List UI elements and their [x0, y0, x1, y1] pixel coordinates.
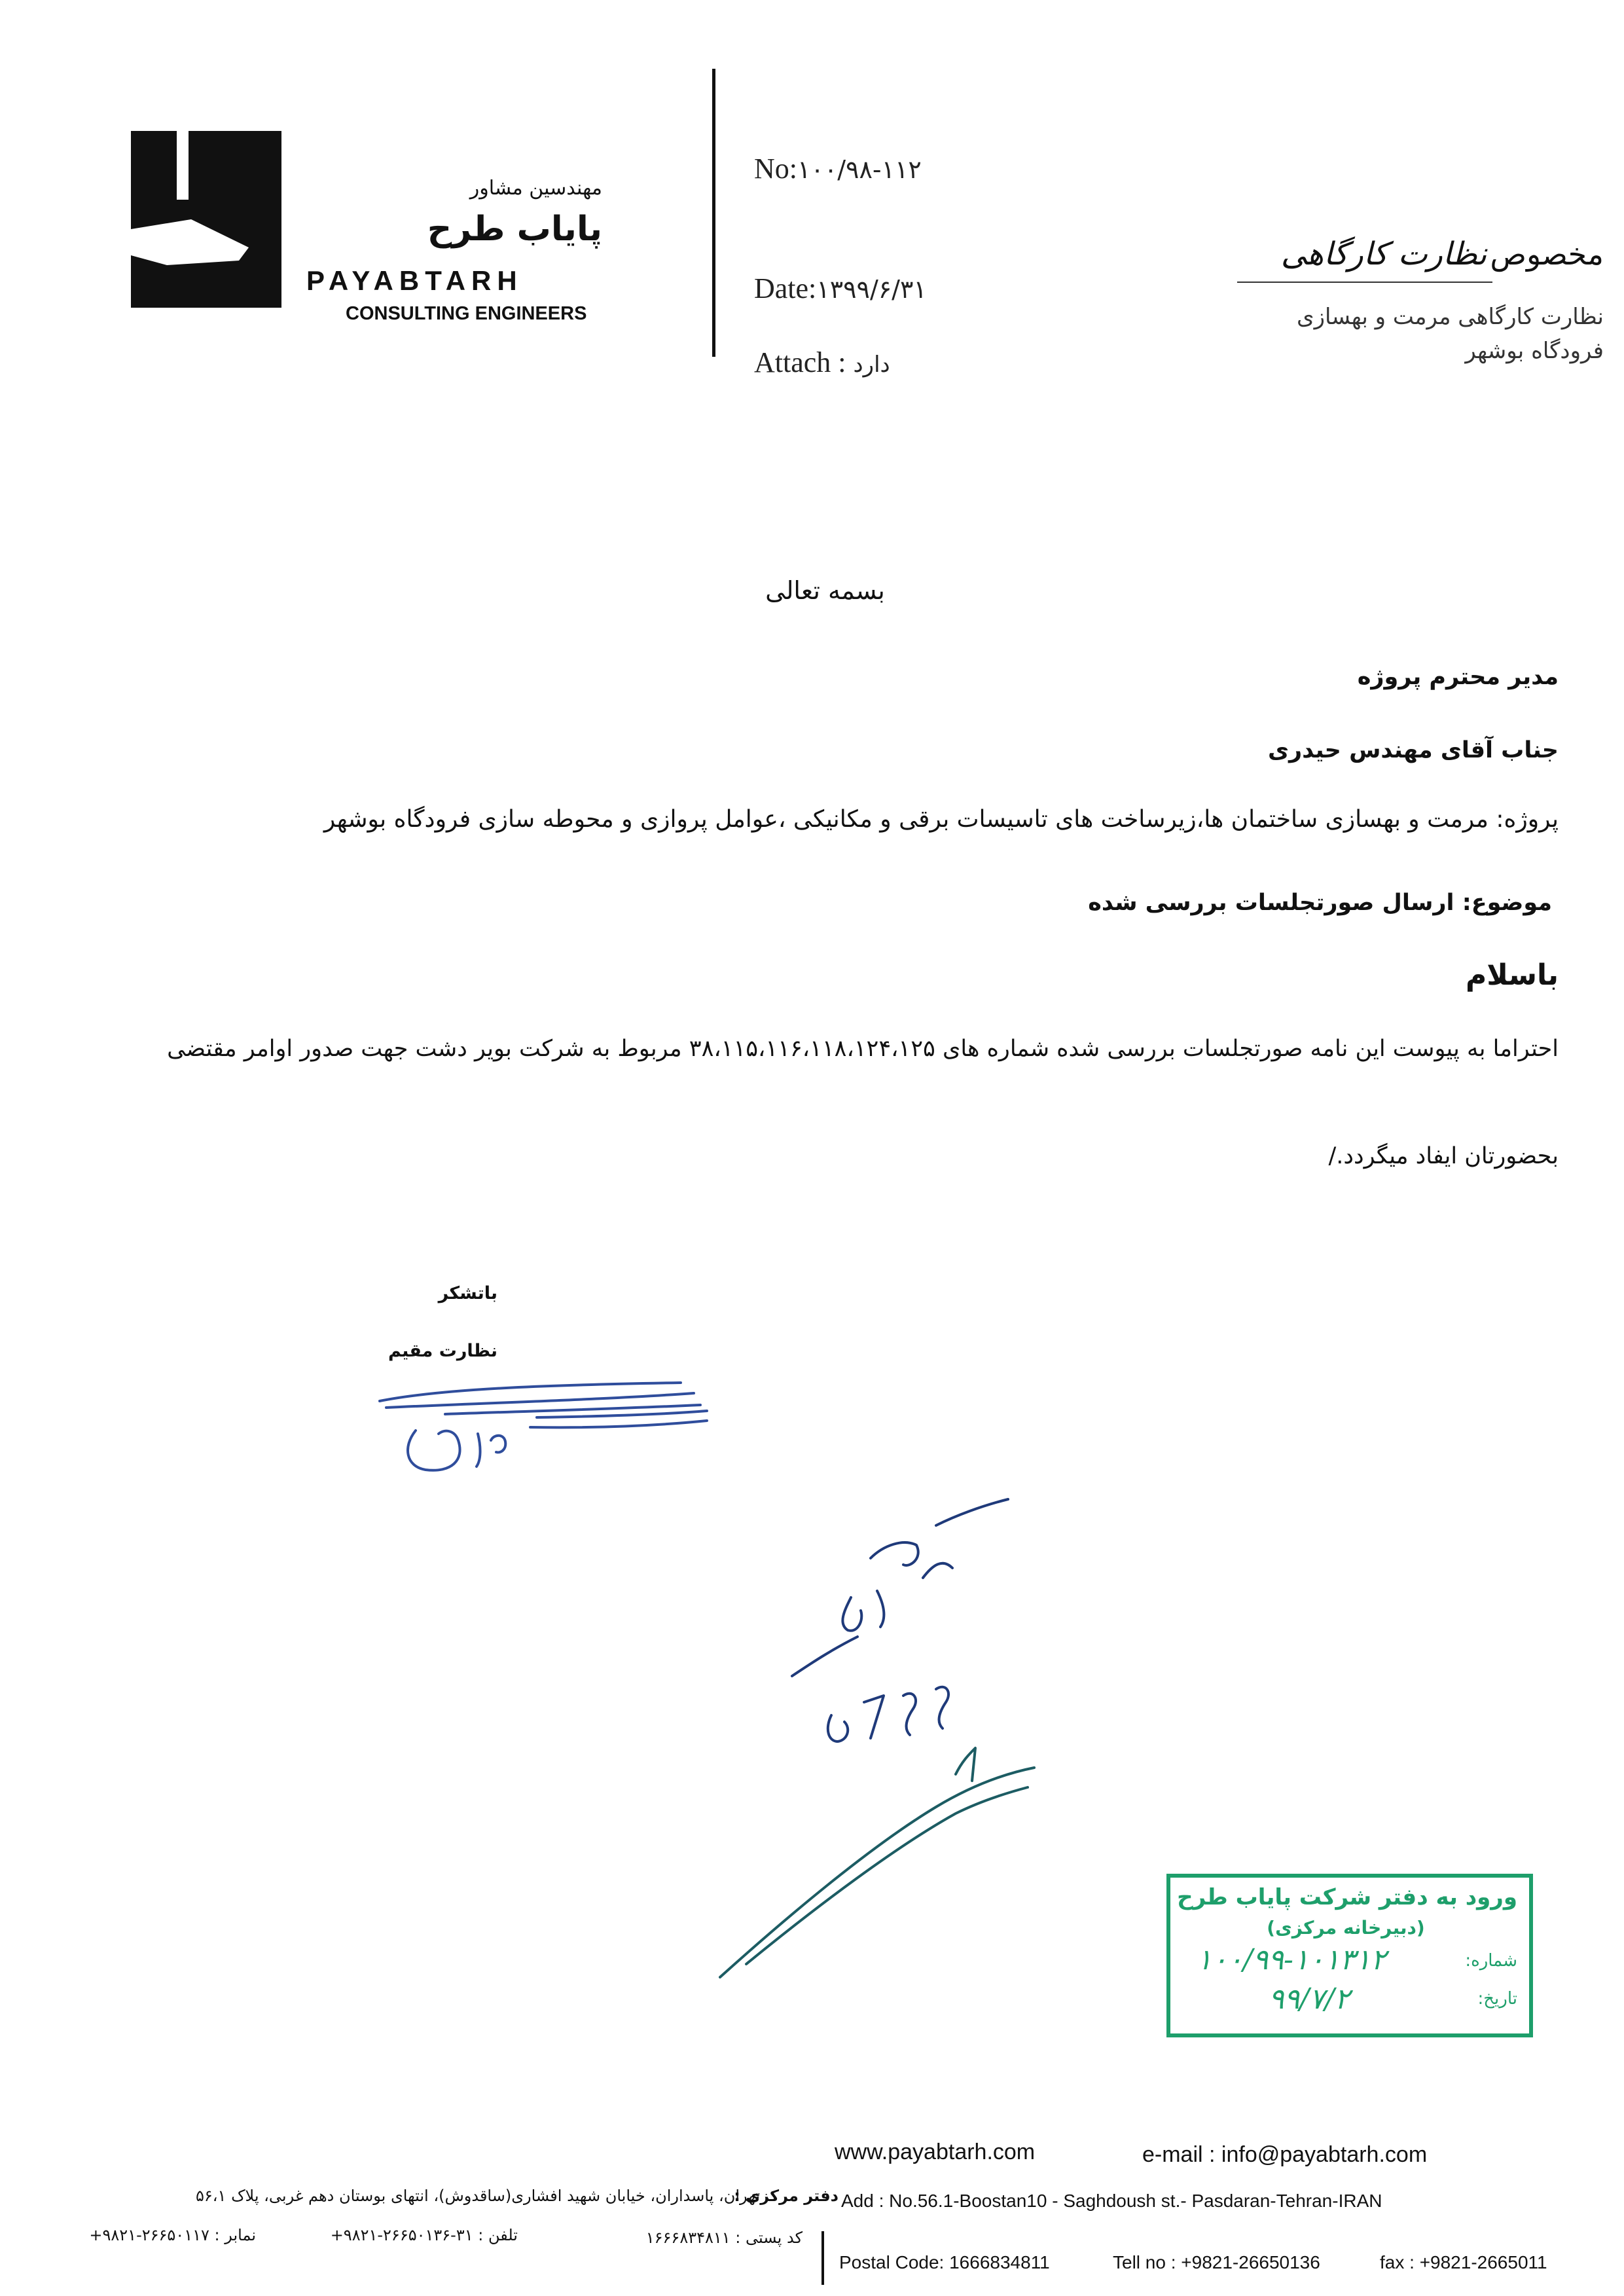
footer-website[interactable]: www.payabtarh.com	[835, 2140, 1036, 2164]
subject-line: موضوع: ارسال صورتجلسات بررسی شده	[1088, 890, 1552, 916]
recipient-subtitle	[1041, 300, 1604, 368]
approval-signature-icon	[707, 1735, 1047, 1984]
letter-date-label: Date:	[754, 272, 817, 304]
company-subtitle: CONSULTING ENGINEERS	[346, 303, 587, 324]
company-name-fa: پایاب طرح	[427, 210, 602, 249]
footer-postal-en: Postal Code: 1666834811	[839, 2252, 1050, 2272]
recipient-block	[1041, 236, 1604, 368]
footer-tel-en: Tell no : +9821-26650136	[1113, 2252, 1320, 2272]
signature-icon	[367, 1368, 733, 1486]
letter-number	[754, 152, 922, 185]
recipient-underline	[1237, 282, 1492, 283]
recipient-line-2: فرودگاه بوشهر	[1465, 338, 1604, 364]
letter-date	[754, 272, 927, 305]
signer-role: نظارت مقیم	[388, 1341, 497, 1361]
logo-mark-icon	[131, 131, 281, 308]
footer-fax-en: fax : +9821-2665011	[1380, 2252, 1547, 2272]
letter-attachment	[754, 346, 890, 379]
body-paragraph-2: بحضورتان ایفاد میگردد./	[1328, 1143, 1559, 1169]
letter-date-value: ۱۳۹۹/۶/۳۱	[816, 275, 927, 304]
recipient-prefix: مخصوص	[1490, 236, 1604, 272]
footer-postal-fa: کد پستی : ۱۶۶۶۸۳۴۸۱۱	[645, 2229, 803, 2247]
footer-address-fa-label: دفتر مرکزی :	[734, 2187, 839, 2205]
header-divider	[712, 69, 715, 357]
stamp-number-value: ۱۰۰/۹۹-۱۰۱۳۱۲	[1197, 1943, 1386, 1977]
company-name-en: PAYABTARH	[306, 265, 523, 296]
company-logo	[131, 131, 281, 308]
footer-address-en: Add : No.56.1-Boostan10 - Saghdoush st.- Pasdaran-Tehran-IRAN	[841, 2191, 1382, 2211]
footer-fax-fa: نمابر : ۲۶۶۵۰۱۱۷-۹۸۲۱+	[89, 2226, 256, 2244]
body-paragraph-1: احتراما به پیوست این نامه صورتجلسات بررسی شده شماره های ۳۸،۱۱۵،۱۱۶،۱۱۸،۱۲۴،۱۲۵ مربوط به شرکت بویر دشت جهت صدور اوامر مقتضی	[167, 1036, 1559, 1062]
attachment-value: دارد	[853, 352, 890, 378]
addressee-title: مدیر محترم پروژه	[1357, 664, 1559, 690]
stamp-number-label: شماره:	[1465, 1951, 1517, 1971]
received-stamp	[1166, 1874, 1533, 2037]
recipient-handwritten: نظارت کارگاهی	[1280, 236, 1487, 272]
stamp-date-value: ۹۹/۷/۲	[1269, 1982, 1350, 2016]
company-name-fa-prefix: مهندسین مشاور	[469, 177, 602, 200]
project-line: پروژه: مرمت و بهسازی ساختمان ها،زیرساخت های تاسیسات برقی و مکانیکی ،عوامل پروازی و محوطه سازی فرودگاه بوشهر	[323, 806, 1559, 833]
greeting: باسلام	[1466, 958, 1559, 992]
handwritten-annotation-icon	[772, 1480, 1047, 1761]
stamp-subtitle: (دبیرخانه مرکزی)	[1267, 1917, 1425, 1939]
stamp-date-label: تاریخ:	[1477, 1989, 1517, 2009]
stamp-title: ورود به دفتر شرکت پایاب طرح	[1177, 1884, 1517, 1910]
closing-text: باتشکر	[438, 1283, 497, 1303]
footer-address-fa: تهران، پاسداران، خیابان شهید افشاری(ساقدوش)، انتهای بوستان دهم غربی، پلاک ۵۶،۱	[196, 2187, 760, 2205]
attachment-label: Attach :	[754, 346, 846, 378]
letter-number-label: No:	[754, 153, 797, 185]
invocation-heading: بسمه تعالی	[765, 576, 885, 605]
footer-divider	[821, 2231, 824, 2285]
footer-tel-fa: تلفن : ۳۱-۲۶۶۵۰۱۳۶-۹۸۲۱+	[330, 2226, 518, 2244]
footer-email[interactable]: e-mail : info@payabtarh.com	[1142, 2142, 1428, 2167]
recipient-line-1: نظارت کارگاهی مرمت و بهسازی	[1297, 304, 1604, 330]
addressee-name: جناب آقای مهندس حیدری	[1267, 737, 1559, 763]
letter-number-value: ۱۰۰/۹۸-۱۱۲	[797, 155, 922, 184]
